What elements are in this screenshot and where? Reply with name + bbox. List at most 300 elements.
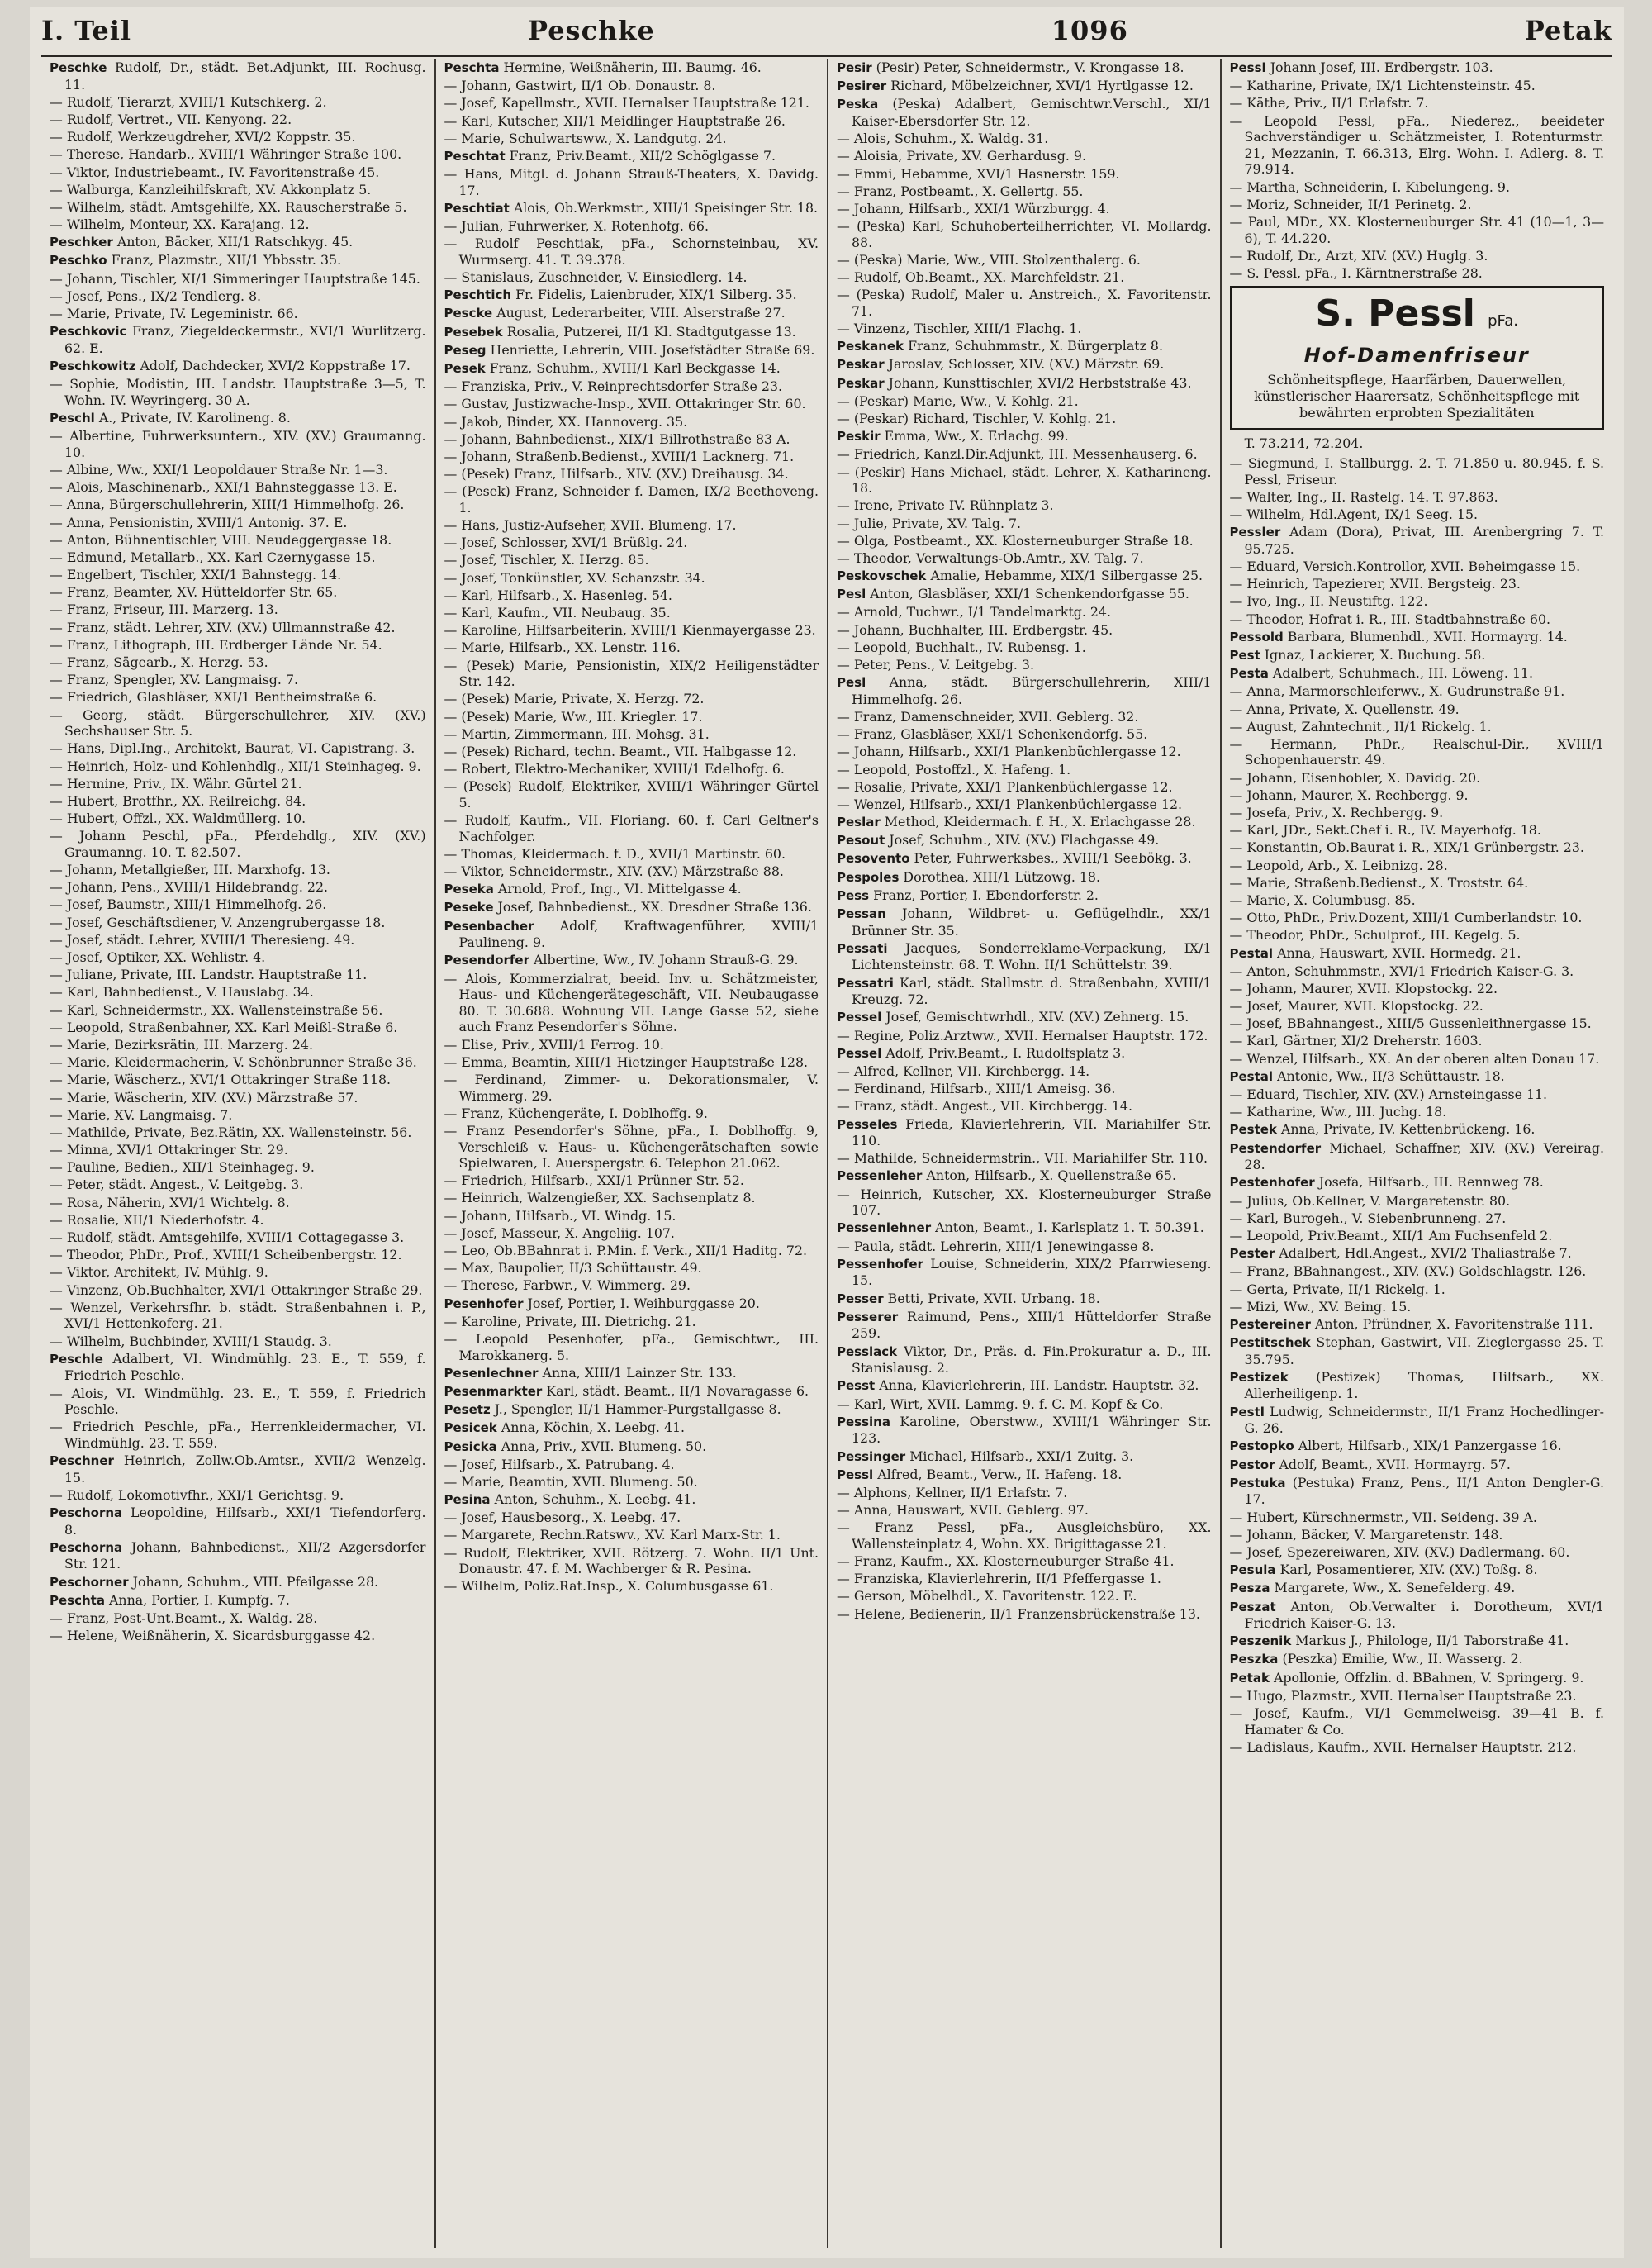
entry-text: — Eduard, Versich.Kontrollor, XVII. Beheimgasse 15. [1229,559,1581,574]
entry-text: Anna, Hauswart, XVII. Hormedg. 21. [1277,944,1521,961]
directory-entry [837,1116,1212,1149]
directory-entry [837,1045,1212,1063]
directory-entry [1230,701,1605,718]
entry-text: — Johann, Eisenhobler, X. Davidg. 20. [1229,769,1481,786]
directory-entry [1230,858,1605,874]
directory-entry [444,881,819,898]
directory-entry [50,252,426,269]
directory-entry [444,535,819,551]
entry-surname: Pestek [1229,1122,1277,1138]
entry-text: — Franz, städt. Angest., VII. Kirchbergg. 14. [837,1098,1132,1115]
entry-surname: Peszat [1229,1599,1276,1614]
entry-text: — Stanislaus, Zuschneider, V. Einsiedlerg. 14. [444,269,748,286]
entry-text: Adolf, Kraftwagenführer, XVIII/1 Paulineng. 9. [458,917,819,951]
directory-entry [444,952,819,969]
directory-entry [50,879,426,896]
entry-text: Michael, Schaffner, XIV. (XV.) Vereirag. 28. [1244,1139,1604,1173]
directory-entry [444,1260,819,1277]
entry-text: Anton, Beamt., I. Karlsplatz 1. T. 50.391. [935,1220,1204,1236]
entry-text: — Wilhelm, städt. Amtsgehilfe, XX. Rauscherstraße 5. [50,198,407,215]
directory-entry [50,358,426,375]
entry-text: — Wilhelm, Monteur, XX. Karajang. 12. [50,216,310,233]
directory-entry [50,1177,426,1193]
entry-surname: Peschta [50,1592,105,1608]
entry-text: Rosalia, Putzerei, II/1 Kl. Stadtgutgasse 13. [506,323,796,340]
directory-entry [1230,1670,1605,1687]
directory-entry [837,1571,1212,1587]
entry-surname: Peschtich [444,288,512,303]
entry-text: — Heinrich, Kutscher, XX. Klosterneuburger Straße 107. [837,1186,1212,1219]
directory-entry [50,637,426,654]
directory-entry [1230,647,1605,664]
directory-entry [837,1448,1212,1466]
entry-surname: Peseka [444,882,494,897]
entry-text: — Hubert, Offzl., XX. Waldmüllerg. 10. [50,811,306,827]
entry-surname: Pesseles [837,1116,898,1132]
directory-entry [837,148,1212,164]
directory-entry [50,59,426,93]
entry-text: — Johann, Tischler, XI/1 Simmeringer Hauptstraße 145. [50,270,420,287]
directory-entry [444,200,819,217]
directory-entry [837,1256,1212,1289]
entry-text: — Alois, Kommerzialrat, beeid. Inv. u. Schätzmeister, Haus- und Küchengerätegeschäft, VII. Neubaugasse 80. T. 30.688. Wohnung VII. Lange Gasse 52, siehe auch Franz Pesendorfer's Söhne. [444,970,819,1035]
entry-text: — Theodor, Hofrat i. R., III. Stadtbahnstraße 60. [1229,611,1551,627]
entry-text: — Rosalie, Private, XXI/1 Plankenbüchlergasse 12. [837,778,1173,795]
directory-entry [444,622,819,639]
directory-entry [444,1438,819,1456]
directory-entry [837,1553,1212,1570]
entry-text: — Rudolf, Kaufm., VII. Floriang. 60. f. Carl Geltner's Nachfolger. [444,812,819,844]
directory-entry [837,640,1212,656]
ad-text: Schönheitspflege, Haarfärben, Dauerwellen, künstlerischer Haarersatz, Schönheitspflege mit bewährten erprobten Spezialitäten [1254,372,1580,421]
entry-text: (Pestuka) Franz, Pens., II/1 Anton Dengler-G. 17. [1244,1474,1604,1508]
entry-text: — Friedrich, Kanzl.Dir.Adjunkt, III. Messenhauserg. 6. [837,446,1198,463]
directory-entry [1230,95,1605,112]
directory-entry [1230,1174,1605,1191]
entry-surname: Peschko [50,253,107,269]
directory-entry [1230,1544,1605,1561]
directory-entry [444,1243,819,1259]
entry-text: — Franz, städt. Lehrer, XIV. (XV.) Ullmannstraße 42. [50,619,396,635]
directory-entry [1230,1086,1605,1103]
entry-text: — Rudolf, Werkzeugdreher, XVI/2 Koppstr. 35. [50,129,356,145]
entry-text: — Emmi, Hebamme, XVI/1 Hasnerstr. 159. [837,165,1120,182]
entry-text: — (Pesek) Franz, Schneider f. Damen, IX/2 Beethoveng. 1. [444,483,819,516]
entry-surname: Pesovento [837,851,910,867]
directory-entry [50,1351,426,1384]
directory-entry [1230,1334,1605,1367]
entry-surname: Peschkowitz [50,359,136,373]
directory-entry [444,1054,819,1071]
entry-text: — Karl, Bahnbedienst., V. Hauslabg. 34. [50,984,314,1001]
directory-entry [444,846,819,863]
directory-entry [1230,1245,1605,1262]
entry-surname: Peschorna [50,1539,123,1555]
directory-entry [1230,787,1605,804]
entry-text: — Johann, Hilfsarb., XXI/1 Plankenbüchlergasse 12. [837,744,1181,760]
directory-entry [837,762,1212,778]
entry-surname: Pessan [837,906,886,922]
directory-entry [837,869,1212,887]
entry-text: — Anna, Hauswart, XVII. Geblerg. 97. [837,1502,1089,1519]
directory-entry [1230,1457,1605,1474]
entry-text: — Marie, Hilfsarb., XX. Lenstr. 116. [444,640,681,656]
entry-text: — Ferdinand, Zimmer- u. Dekorationsmaler, V. Wimmerg. 29. [444,1071,819,1104]
entry-text: — Rudolf, städt. Amtsgehilfe, XVIII/1 Cottagegasse 3. [50,1229,405,1245]
directory-entry [50,1002,426,1019]
directory-entry [444,1491,819,1509]
entry-text: Jaroslav, Schlosser, XIV. (XV.) Märzstr. 69. [888,356,1165,373]
entry-text: — Franz, Lithograph, III. Erdberger Lände Nr. 54. [50,636,382,653]
directory-entry [1230,1404,1605,1437]
directory-entry [444,1314,819,1330]
entry-surname: Pesslack [837,1343,898,1359]
entry-text: — Leo, Ob.BBahnrat i. P.Min. f. Verk., XII/1 Haditg. 72. [444,1243,808,1259]
directory-entry [1230,1633,1605,1650]
directory-entry [1230,892,1605,909]
directory-entry [50,216,426,233]
entry-text: — Therese, Handarb., XVIII/1 Währinger Straße 100. [50,146,402,163]
entry-text: — Karoline, Private, III. Dietrichg. 21. [444,1313,696,1329]
entry-text: Fr. Fidelis, Laienbruder, XIX/1 Silberg. 35. [515,287,797,303]
directory-entry [444,587,819,604]
directory-entry [837,1028,1212,1044]
directory-entry [837,975,1212,1008]
directory-entry [444,570,819,587]
directory-entry [837,393,1212,410]
directory-entry [837,321,1212,337]
directory-entry [1230,822,1605,839]
directory-entry [837,850,1212,868]
directory-entry [837,375,1212,392]
directory-entry [50,672,426,688]
directory-entry [444,761,819,777]
directory-entry [50,620,426,636]
directory-entry [50,112,426,128]
entry-surname: Pessel [837,1045,882,1061]
entry-text: — Ladislaus, Kaufm., XVII. Hernalser Hauptstr. 212. [1229,1738,1577,1755]
directory-entry [1230,214,1605,246]
entry-text: Josefa, Hilfsarb., III. Rennweg 78. [1318,1174,1544,1191]
directory-entry [1230,1562,1605,1579]
directory-entry [1230,1438,1605,1455]
directory-entry [50,567,426,583]
entry-text: — Karl, Burogeh., V. Siebenbrunneng. 27. [1229,1210,1507,1226]
directory-entry [1230,1051,1605,1067]
directory-entry [837,1519,1212,1552]
entry-text: — (Peska) Marie, Ww., VIII. Stolzenthalerg. 6. [837,251,1141,268]
entry-surname: Pestenhofer [1229,1175,1315,1191]
entry-surname: Pesenmarkter [444,1383,543,1399]
entry-text: (Pestizek) Thomas, Hilfsarb., XX. Allerheiligenp. 1. [1244,1368,1604,1402]
entry-text: Adolf, Beamt., XVII. Hormayrg. 57. [1279,1456,1511,1472]
entry-surname: Peskanek [837,339,904,354]
directory-entry [1230,805,1605,821]
entry-surname: Pestal [1229,945,1274,961]
entry-text: — Max, Baupolier, II/3 Schüttaustr. 49. [444,1260,702,1277]
directory-entry [50,1628,426,1644]
entry-surname: Pessel [837,1010,882,1025]
entry-surname: Pesebek [444,324,503,340]
entry-text: — Karl, Kaufm., VII. Neubaug. 35. [444,605,671,621]
directory-entry [50,129,426,145]
directory-entry [837,1588,1212,1605]
directory-entry [837,940,1212,973]
entry-text: Anna, städt. Bürgerschullehrerin, XIII/1 Himmelhofg. 26. [852,674,1212,707]
directory-entry [50,479,426,496]
directory-entry [444,59,819,77]
entry-text: — Edmund, Metallarb., XX. Karl Czernygasse 15. [50,549,376,565]
entry-text: — Minna, XVI/1 Ottakringer Str. 29. [50,1142,288,1158]
directory-entry [444,918,819,951]
entry-surname: Peszka [1229,1652,1279,1667]
entry-text: — Vinzenz, Ob.Buchhalter, XVI/1 Ottakringer Straße 29. [50,1281,423,1298]
entry-text: Emma, Ww., X. Erlachg. 99. [884,428,1069,445]
directory-entry [444,658,819,690]
entry-surname: Peschta [444,60,500,75]
directory-entry [837,1396,1212,1413]
directory-entry [1230,197,1605,213]
directory-entry [837,832,1212,849]
directory-entry [444,1527,819,1543]
directory-entry [50,1574,426,1591]
directory-entry [837,411,1212,427]
directory-entry [50,497,426,513]
directory-entry [1230,78,1605,94]
directory-entry [444,812,819,844]
entry-text: — Franz, Spengler, XV. Langmaisg. 7. [50,672,299,688]
entry-surname: Pestitschek [1229,1335,1311,1351]
entry-text: — (Peskar) Richard, Tischler, V. Kohlg. 21. [837,410,1117,426]
page-header [41,7,1612,57]
directory-entry [1230,265,1605,282]
entry-text: — Leopold Pessl, pFa., Niederez., beeideter Sachverständiger u. Schätzmeister, I. Rotenturmstr. 21, Mezzanin, T. 66.313, Elrg. Wohn. I. Adlerg. 8. T. 79.914. [1229,112,1604,178]
advertisement-box [1230,286,1605,430]
entry-text: — (Pesek) Marie, Private, X. Herzg. 72. [444,691,705,707]
entry-text: — Hermine, Priv., IX. Währ. Gürtel 21. [50,775,302,792]
directory-entry [1230,1651,1605,1668]
entry-text: Anton, Glasbläser, XXI/1 Schenkendorfgasse 55. [870,586,1189,602]
entry-text: Richard, Möbelzeichner, XVI/1 Hyrtlgasse 12. [890,78,1194,94]
directory-entry [837,287,1212,319]
entry-text: Michael, Hilfsarb., XXI/1 Zuitg. 3. [909,1448,1134,1464]
entry-text: Anton, Hilfsarb., X. Quellenstraße 65. [926,1167,1176,1184]
entry-text: — (Pesek) Marie, Pensionistin, XIX/2 Heiligenstädter Str. 142. [444,657,819,690]
entry-text: — Anna, Pensionistin, XVIII/1 Antonig. 37. E. [50,514,348,530]
entry-text: — Ferdinand, Hilfsarb., XIII/1 Ameisg. 36. [837,1081,1116,1097]
entry-text: — Josef, Schlosser, XVI/1 Brüßlg. 24. [444,535,688,551]
directory-entry [837,446,1212,463]
entry-text: — Alphons, Kellner, II/1 Erlafstr. 7. [837,1484,1068,1500]
entry-text: Adam (Dora), Privat, III. Arenbergring 7. T. 95.725. [1244,524,1604,557]
entry-surname: Peskar [837,357,885,373]
directory-entry [444,709,819,725]
directory-entry [50,811,426,827]
entry-text: — S. Pessl, pFa., I. Kärntnerstraße 28. [1229,264,1483,281]
directory-entry [1230,179,1605,196]
directory-entry [444,899,819,916]
entry-text: — Aloisia, Private, XV. Gerhardusg. 9. [837,148,1086,164]
entry-text: — Mathilde, Private, Bez.Rätin, XX. Wallensteinstr. 56. [50,1124,412,1140]
entry-text: Anna, Köchin, X. Leebg. 41. [501,1419,686,1436]
directory-entry [1230,1369,1605,1402]
entry-surname: Peschke [50,60,107,75]
directory-entry [50,1282,426,1299]
entry-text: — Friedrich Peschle, pFa., Herrenkleidermacher, VI. Windmühlg. 23. T. 559. [50,1419,426,1451]
directory-entry [837,131,1212,147]
entry-text: Karl, städt. Beamt., II/1 Novaragasse 6. [546,1382,809,1399]
entry-text: — Rudolf, Ob.Beamt., XX. Marchfeldstr. 21. [837,269,1125,286]
directory-entry [444,378,819,395]
entry-text: — Walburga, Kanzleihilfskraft, XV. Akkonplatz 5. [50,181,372,197]
entry-text: — Hugo, Plazmstr., XVII. Hernalser Hauptstraße 23. [1229,1687,1577,1704]
directory-entry [1230,559,1605,575]
entry-text: Leopoldine, Hilfsarb., XXI/1 Tiefendorferg. 8. [64,1505,426,1538]
entry-text: — Emma, Beamtin, XIII/1 Hietzinger Hauptstraße 128. [444,1053,809,1070]
directory-entry [444,1208,819,1224]
entry-text: — Wilhelm, Poliz.Rat.Insp., X. Columbusgasse 61. [444,1578,774,1595]
directory-entry [1230,1015,1605,1032]
entry-text: — Josef, Tonkünstler, XV. Schanzstr. 34. [444,569,705,586]
directory-entry [50,271,426,288]
entry-text: — Marie, XV. Langmaisg. 7. [50,1106,233,1123]
entry-text: — Theodor, Verwaltungs-Ob.Amtr., XV. Talg. 7. [837,549,1144,566]
directory-entry [50,1037,426,1053]
directory-entry [837,201,1212,217]
directory-entry [50,410,426,427]
directory-entry [1230,489,1605,506]
directory-entry [1230,1688,1605,1705]
entry-text: — Rudolf, Lokomotivfhr., XXI/1 Gerichtsg. 9. [50,1486,344,1503]
entry-text: — Katharine, Private, IX/1 Lichtensteinstr. 45. [1229,78,1536,94]
entry-text: — Walter, Ing., II. Rastelg. 14. T. 97.863. [1229,488,1498,505]
directory-entry [837,78,1212,95]
entry-surname: Pesl [837,587,866,602]
directory-entry [444,235,819,268]
entry-text: — Franz Pesendorfer's Söhne, pFa., I. Doblhoffg. 9, Verschleiß v. Haus- u. Küchengerätschaften sowie Spielwaren, I. Auerspergstr. 6. Telephon 21.062. [444,1122,819,1172]
directory-entry [837,1098,1212,1115]
directory-entry [1230,1705,1605,1738]
entry-surname: Pesirer [837,78,887,94]
entry-text: — Johann, Bahnbedienst., XIX/1 Billrothstraße 83 A. [444,430,790,447]
directory-entry [837,356,1212,373]
entry-text: Adalbert, Schuhmach., III. Löweng. 11. [1272,665,1534,682]
entry-text: — Johann, Buchhalter, III. Erdbergstr. 45. [837,621,1113,638]
entry-text: — (Pesek) Marie, Ww., III. Kriegler. 17. [444,708,703,725]
directory-entry [1230,1580,1605,1597]
entry-surname: Pestopko [1229,1438,1294,1454]
directory-entry [444,1190,819,1206]
entry-text: — Helene, Weißnäherin, X. Sicardsburggasse 42. [50,1628,376,1644]
entry-text: — Josef, Kaufm., VI/1 Gemmelweisg. 39—41 B. f. Hamater & Co. [1229,1705,1604,1738]
directory-entry [50,462,426,478]
entry-surname: Pess [837,887,870,903]
entry-text: — Thomas, Kleidermach. f. D., XVII/1 Martinstr. 60. [444,845,786,862]
entry-text: — Franz, BBahnangest., XIV. (XV.) Goldschlagstr. 126. [1229,1263,1587,1280]
entry-text: Johann, Kunsttischler, XVI/2 Herbststraße 43. [888,374,1192,391]
directory-page [30,7,1624,2258]
directory-entry [444,605,819,621]
directory-entry [1230,1121,1605,1139]
directory-entry [1230,927,1605,944]
entry-text: — Viktor, Industriebeamt., IV. Favoritenstraße 45. [50,164,380,180]
entry-text: Karoline, Oberstww., XVIII/1 Währinger Str. 123. [852,1413,1212,1447]
directory-entry [50,288,426,305]
entry-text: — Gerta, Private, II/1 Rickelg. 1. [1229,1281,1446,1297]
directory-entry [1230,1299,1605,1315]
entry-text: — Alois, Schuhm., X. Waldg. 31. [837,131,1049,147]
entry-text: — Karl, Hilfsarb., X. Hasenleg. 54. [444,587,672,603]
entry-text: — Martin, Zimmermann, III. Mohsg. 31. [444,725,710,742]
directory-entry [444,744,819,760]
entry-surname: Pestuka [1229,1475,1286,1491]
ad-phone: T. 73.214, 72.204. [1244,435,1364,452]
entry-text: — Johann, Metallgießer, III. Marxhofg. 13. [50,862,330,878]
directory-entry [837,906,1212,939]
entry-text: — Johann, Hilfsarb., VI. Windg. 15. [444,1207,676,1224]
directory-entry [837,96,1212,129]
directory-entry [50,584,426,601]
entry-text: — Hans, Dipl.Ing., Architekt, Baurat, VI. Capistrang. 3. [50,740,415,757]
entry-surname: Peschl [50,410,95,426]
directory-entry [837,1239,1212,1255]
entry-text: Anton, Schuhm., X. Leebg. 41. [494,1491,696,1508]
entry-text: Method, Kleidermach. f. H., X. Erlachgasse 28. [884,814,1196,830]
entry-text: — Hermann, PhDr., Realschul-Dir., XVIII/1 Schopenhauerstr. 49. [1229,735,1604,768]
directory-entry [1230,910,1605,926]
entry-surname: Petak [1229,1670,1270,1686]
directory-entry [1230,1475,1605,1508]
entry-text: Alfred, Beamt., Verw., II. Hafeng. 18. [877,1466,1123,1482]
left-catchword: Peschke [527,15,655,46]
directory-entry [1230,1281,1605,1298]
entry-text: Amalie, Hebamme, XIX/1 Silbergasse 25. [930,568,1203,584]
entry-text: — Hubert, Kürschnermstr., VII. Seideng. 39 A. [1229,1509,1537,1525]
directory-entry [837,428,1212,445]
directory-entry [50,199,426,216]
entry-text: Franz, Ziegeldeckermstr., XVI/1 Wurlitzerg. 62. E. [64,323,426,356]
directory-entry [50,1610,426,1627]
directory-entry [1230,998,1605,1015]
entry-text: — Josef, städt. Lehrer, XVIII/1 Theresieng. 49. [50,931,355,948]
directory-entry [50,549,426,566]
entry-text: — Konstantin, Ob.Baurat i. R., XIX/1 Grünbergstr. 23. [1229,839,1584,856]
directory-entry [444,1277,819,1294]
entry-text: — Albertine, Fuhrwerksuntern., XIV. (XV.) Graumanng. 10. [50,428,426,460]
directory-entry [444,148,819,165]
ad-name-suffix: pFa. [1488,312,1518,330]
entry-text: — (Peska) Rudolf, Maler u. Anstreich., X. Favoritenstr. 71. [837,287,1212,319]
entry-text: — Viktor, Architekt, IV. Mühlg. 9. [50,1264,268,1281]
directory-entry [837,814,1212,831]
directory-entry [837,779,1212,796]
directory-entry [837,1606,1212,1623]
directory-entry [50,1247,426,1263]
directory-entry [444,269,819,286]
directory-entry [50,1300,426,1332]
entry-surname: Pesek [444,361,486,376]
entry-surname: Pesza [1229,1581,1270,1596]
entry-text: — Leopold Pesenhofer, pFa., Gemischtwr., III. Marokkanerg. 5. [444,1330,819,1363]
directory-entry [837,1467,1212,1484]
directory-entry [444,78,819,94]
entry-text: Franz, Schuhmmstr., X. Bürgerplatz 8. [908,338,1163,354]
entry-surname: Pesicka [444,1438,497,1454]
entry-surname: Pestereiner [1229,1316,1311,1332]
entry-text: — (Peskir) Hans Michael, städt. Lehrer, X. Katharineng. 18. [837,464,1212,497]
entry-surname: Peseke [444,900,494,915]
entry-text: — Franz, Küchengeräte, I. Doblhoffg. 9. [444,1105,708,1121]
